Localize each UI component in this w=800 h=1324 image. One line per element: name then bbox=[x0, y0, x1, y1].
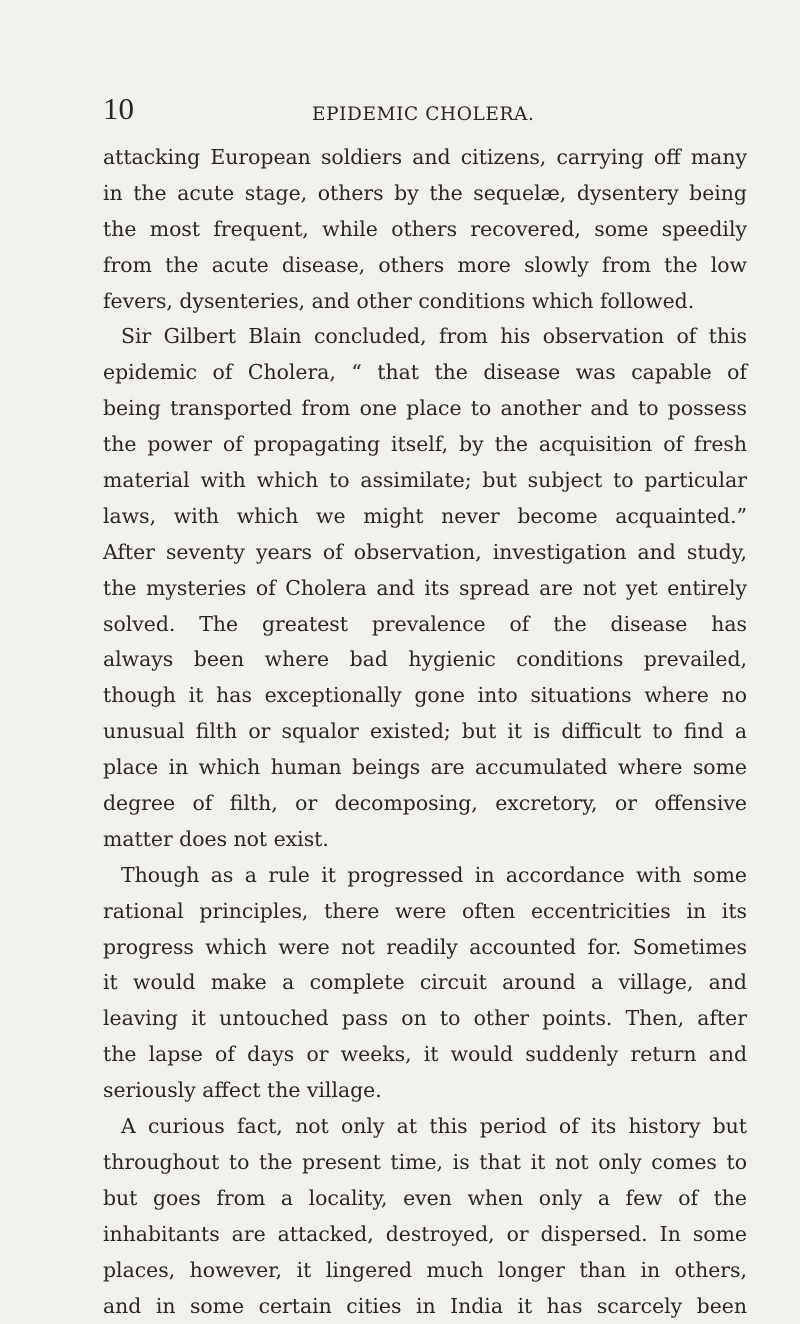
text-line: in the acute stage, others by the sequelæ, dysentery being bbox=[103, 176, 747, 212]
text-line: throughout to the present time, is that it not only comes to bbox=[103, 1145, 747, 1181]
text-line: it would make a complete circuit around a village, and bbox=[103, 965, 747, 1001]
text-line: Though as a rule it progressed in accordance with some bbox=[103, 858, 747, 894]
text-line: places, however, it lingered much longer than in others, bbox=[103, 1253, 747, 1289]
page-number: 10 bbox=[103, 93, 134, 124]
text-line: matter does not exist. bbox=[103, 822, 747, 858]
text-line: and in some certain cities in India it has scarcely been bbox=[103, 1289, 747, 1324]
running-title: EPIDEMIC CHOLERA. bbox=[312, 106, 535, 125]
text-line: laws, with which we might never become acquainted.” bbox=[103, 499, 747, 535]
text-line: seriously affect the village. bbox=[103, 1073, 747, 1109]
text-line: from the acute disease, others more slowly from the low bbox=[103, 248, 747, 284]
text-line: the power of propagating itself, by the acquisition of fresh bbox=[103, 427, 747, 463]
body-text bbox=[103, 140, 747, 1324]
text-line: degree of filth, or decomposing, excretory, or offensive bbox=[103, 786, 747, 822]
text-line: but goes from a locality, even when only a few of the bbox=[103, 1181, 747, 1217]
text-line: always been where bad hygienic conditions prevailed, bbox=[103, 642, 747, 678]
text-line: being transported from one place to another and to possess bbox=[103, 391, 747, 427]
text-line: inhabitants are attacked, destroyed, or dispersed. In some bbox=[103, 1217, 747, 1253]
text-line: unusual filth or squalor existed; but it is difficult to find a bbox=[103, 714, 747, 750]
text-line: progress which were not readily accounted for. Sometimes bbox=[103, 930, 747, 966]
text-line: A curious fact, not only at this period of its history but bbox=[103, 1109, 747, 1145]
text-line: place in which human beings are accumulated where some bbox=[103, 750, 747, 786]
text-line: the mysteries of Cholera and its spread are not yet entirely bbox=[103, 571, 747, 607]
text-line: After seventy years of observation, investigation and study, bbox=[103, 535, 747, 571]
text-line: Sir Gilbert Blain concluded, from his observation of this bbox=[103, 319, 747, 355]
text-line: epidemic of Cholera, “ that the disease was capable of bbox=[103, 355, 747, 391]
text-line: the lapse of days or weeks, it would suddenly return and bbox=[103, 1037, 747, 1073]
text-line: though it has exceptionally gone into situations where no bbox=[103, 678, 747, 714]
text-line: leaving it untouched pass on to other points. Then, after bbox=[103, 1001, 747, 1037]
text-line: rational principles, there were often eccentricities in its bbox=[103, 894, 747, 930]
text-line: the most frequent, while others recovered, some speedily bbox=[103, 212, 747, 248]
text-line: material with which to assimilate; but subject to particular bbox=[103, 463, 747, 499]
text-line: solved. The greatest prevalence of the disease has bbox=[103, 607, 747, 643]
text-line: fevers, dysenteries, and other conditions which followed. bbox=[103, 284, 747, 320]
text-line: attacking European soldiers and citizens, carrying off many bbox=[103, 140, 747, 176]
